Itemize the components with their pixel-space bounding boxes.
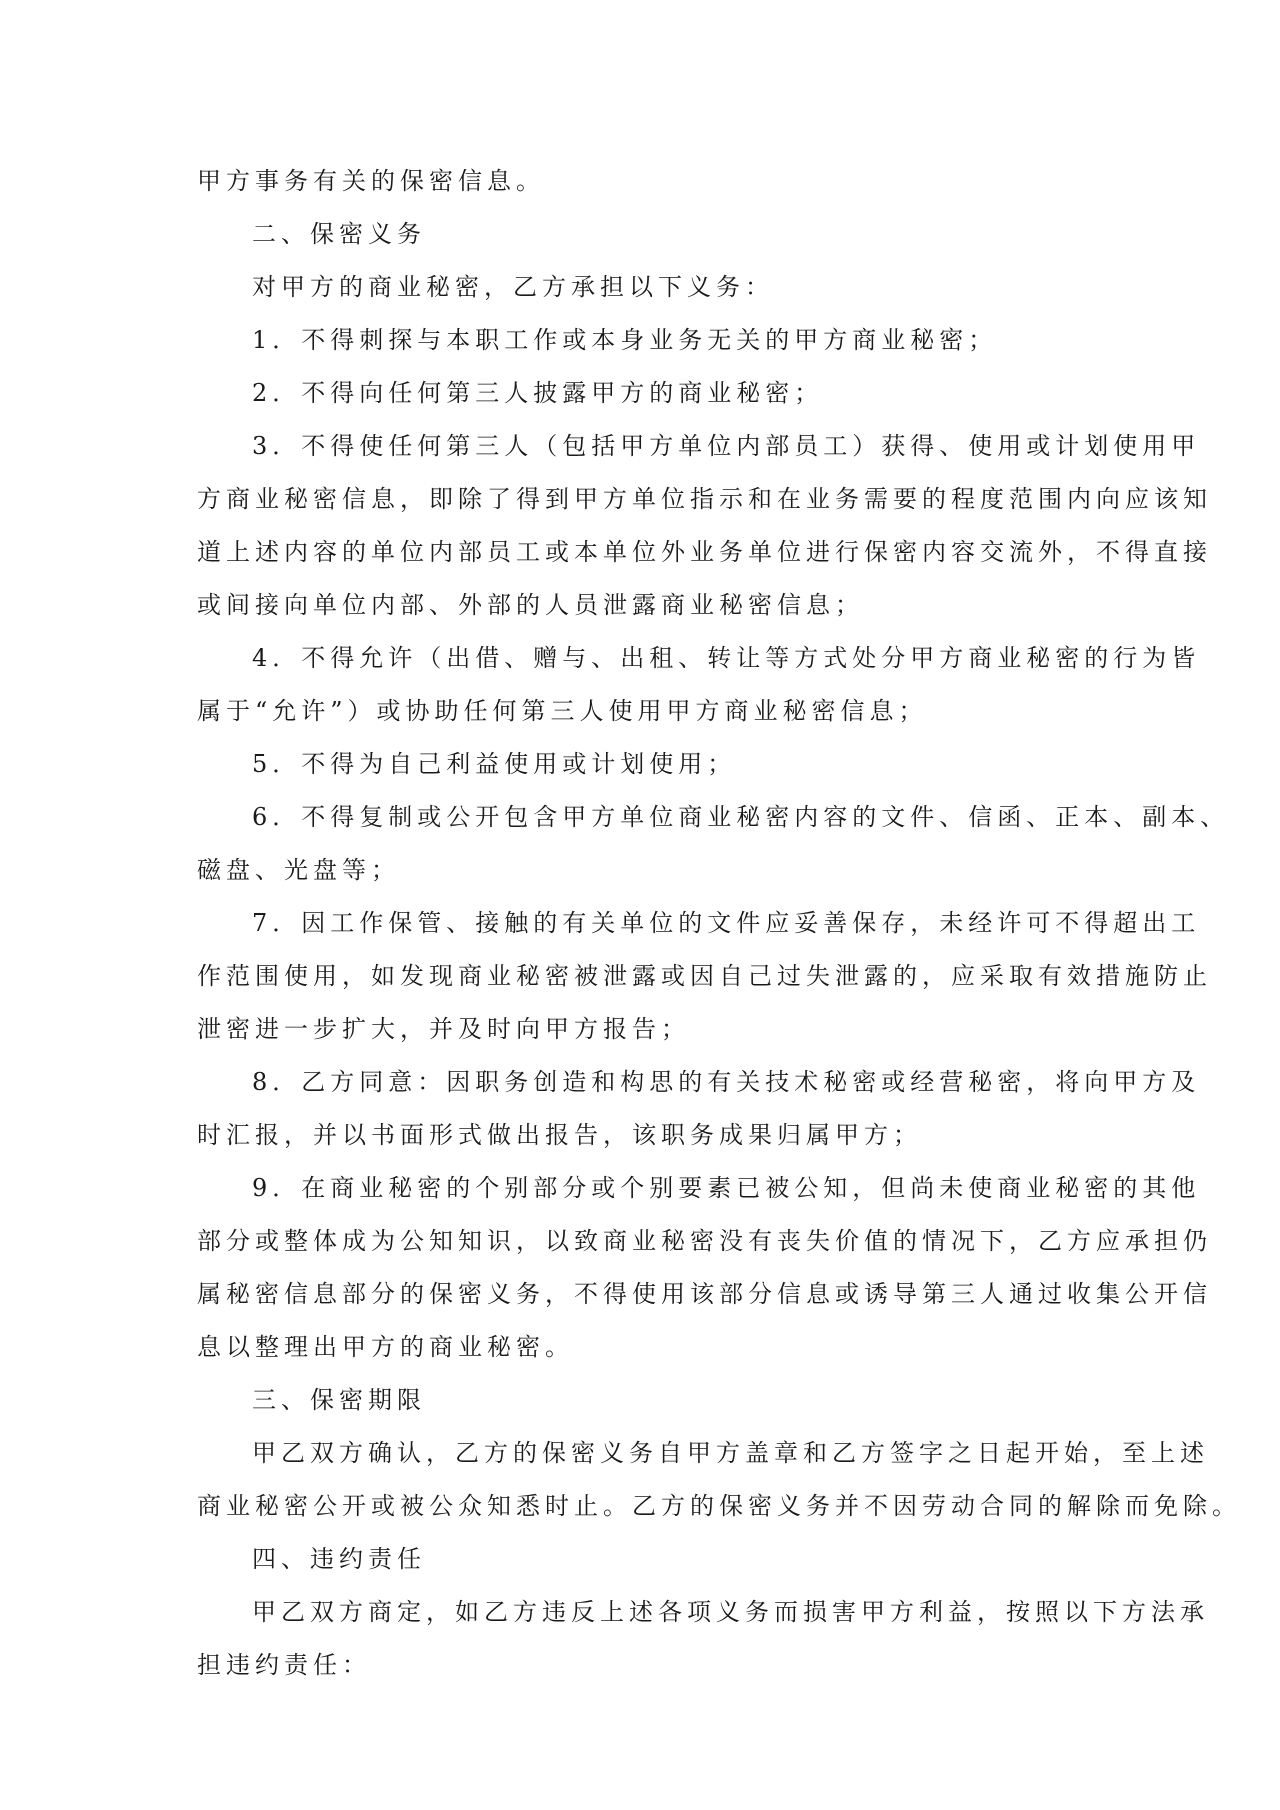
list-item: 3．不得使任何第三人（包括甲方单位内部员工）获得、使用或计划使用甲: [252, 432, 1201, 460]
text-line: 属于“允许”）或协助任何第三人使用甲方商业秘密信息；: [197, 697, 928, 725]
text-line: 作范围使用，如发现商业秘密被泄露或因自己过失泄露的，应采取有效措施防止: [197, 962, 1212, 990]
list-item: 6．不得复制或公开包含甲方单位商业秘密内容的文件、信函、正本、副本、: [252, 803, 1230, 831]
list-item: 4．不得允许（出借、赠与、出租、转让等方式处分甲方商业秘密的行为皆: [252, 644, 1201, 672]
text-line: 息以整理出甲方的商业秘密。: [197, 1333, 574, 1361]
list-item: 9．在商业秘密的个别部分或个别要素已被公知，但尚未使商业秘密的其他: [252, 1174, 1201, 1202]
text-line: 担违约责任：: [197, 1651, 371, 1679]
list-item: 8．乙方同意：因职务创造和构思的有关技术秘密或经营秘密，将向甲方及: [252, 1068, 1201, 1096]
text-line: 对甲方的商业秘密，乙方承担以下义务：: [252, 273, 774, 301]
text-line: 商业秘密公开或被公众知悉时止。乙方的保密义务并不因劳动合同的解除而免除。: [197, 1492, 1241, 1520]
text-line: 甲乙双方确认，乙方的保密义务自甲方盖章和乙方签字之日起开始，至上述: [252, 1439, 1209, 1467]
section-heading: 二、保密义务: [252, 220, 426, 248]
text-line: 甲方事务有关的保密信息。: [197, 167, 545, 195]
text-line: 方商业秘密信息，即除了得到甲方单位指示和在业务需要的程度范围内向应该知: [197, 485, 1212, 513]
text-line: 时汇报，并以书面形式做出报告，该职务成果归属甲方；: [197, 1121, 922, 1149]
section-heading: 三、保密期限: [252, 1386, 426, 1414]
list-item: 1．不得刺探与本职工作或本身业务无关的甲方商业秘密；: [252, 326, 998, 354]
text-line: 磁盘、光盘等；: [197, 856, 400, 884]
text-line: 部分或整体成为公知知识，以致商业秘密没有丧失价值的情况下，乙方应承担仍: [197, 1227, 1212, 1255]
text-line: 甲乙双方商定，如乙方违反上述各项义务而损害甲方利益，按照以下方法承: [252, 1598, 1209, 1626]
document-page: [197, 155, 1241, 1692]
text-line: 道上述内容的单位内部员工或本单位外业务单位进行保密内容交流外，不得直接: [197, 538, 1212, 566]
text-line: 属秘密信息部分的保密义务，不得使用该部分信息或诱导第三人通过收集公开信: [197, 1280, 1212, 1308]
text-line: 或间接向单位内部、外部的人员泄露商业秘密信息；: [197, 591, 864, 619]
list-item: 7．因工作保管、接触的有关单位的文件应妥善保存，未经许可不得超出工: [252, 909, 1201, 937]
section-heading: 四、违约责任: [252, 1545, 426, 1573]
list-item: 5．不得为自己利益使用或计划使用；: [252, 750, 737, 778]
list-item: 2．不得向任何第三人披露甲方的商业秘密；: [252, 379, 824, 407]
text-line: 泄密进一步扩大，并及时向甲方报告；: [197, 1015, 690, 1043]
